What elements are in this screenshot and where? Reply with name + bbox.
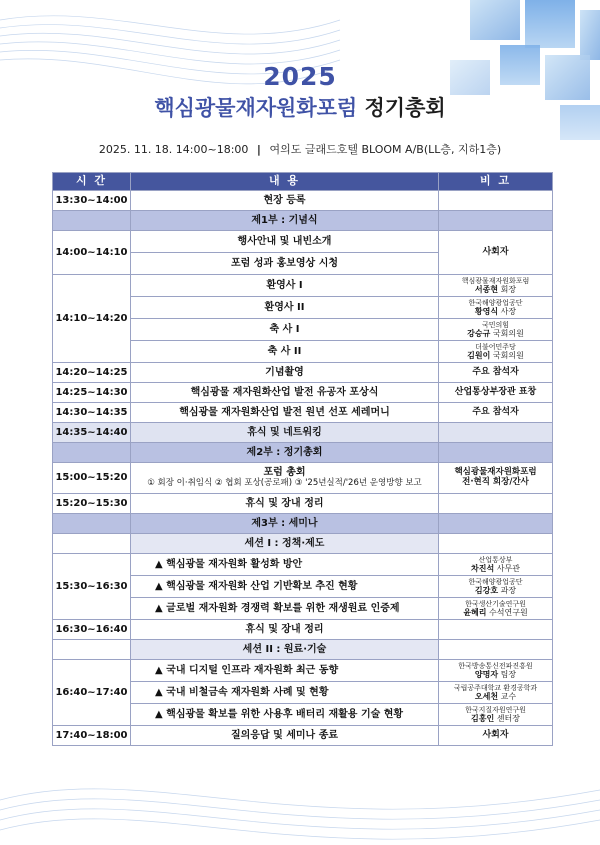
note-org: 한국지질자원연구원 [465,705,526,714]
note-org: 한국해양광업공단 [468,577,523,586]
row-time: 14:00~14:10 [53,231,131,275]
row-content: 포럼 성과 홍보영상 시청 [131,253,439,275]
row-note [439,443,553,463]
person-name: 김홍인 [471,713,495,723]
part-row [53,443,553,463]
row-content: 휴식 및 장내 정리 [131,494,439,514]
row-note [439,319,553,341]
note-person [441,714,550,723]
row-time: 14:10~14:20 [53,275,131,363]
person-role: 사장 [498,306,517,316]
row-note [439,423,553,443]
row-note [439,576,553,598]
row-note: 사회자 [439,231,553,275]
session-row [53,640,553,660]
table-row [53,660,553,682]
person-name: 김원이 [467,350,491,360]
row-time [53,640,131,660]
row-content: 핵심광물 재자원화산업 발전 원년 선포 세레머니 [131,403,439,423]
row-content: 환영사 II [131,297,439,319]
row-note: 산업통상부장관 표창 [439,383,553,403]
person-name: 오세천 [474,691,499,701]
row-content: ▲ 핵심광물 재자원화 산업 기반확보 추진 현황 [131,576,439,598]
person-name: 강승규 [467,328,491,338]
row-note [439,297,553,319]
table-row [53,383,553,403]
row-content: 행사안내 및 내빈소개 [131,231,439,253]
note-person [441,692,550,701]
event-year: 2025 [263,62,337,91]
person-role: 센터장 [494,713,520,723]
row-time: 16:30~16:40 [53,620,131,640]
note-org: 한국방송통신전파진흥원 [458,661,533,670]
row-note [439,341,553,363]
table-row [53,423,553,443]
note-org: 한국해양광업공단 [468,298,523,307]
row-time [53,534,131,554]
row-content-sub: ① 회장 이·취임식 ② 협회 포상(공로패) ③ '25년실적/'26년 운영방향 보고 [147,477,422,488]
row-note [439,704,553,726]
title-rest: 정기총회 [357,96,446,120]
event-info [0,141,600,157]
table-row [53,554,553,576]
person-name: 황영식 [474,306,499,316]
row-note [439,191,553,211]
row-note [439,554,553,576]
row-note [439,211,553,231]
note-person [441,285,550,294]
table-row [53,494,553,514]
table-row [53,463,553,494]
row-content: 축 사 II [131,341,439,363]
row-content: 기념촬영 [131,363,439,383]
table-row [53,231,553,253]
person-role: 수석연구원 [486,607,528,617]
row-note [439,463,553,494]
note-person [441,670,550,679]
person-name: 차진석 [471,563,495,573]
person-role: 국회의원 [490,350,524,360]
row-note: 주요 참석자 [439,363,553,383]
note-person [441,608,550,617]
header-note: 비 고 [439,173,553,191]
person-role: 국회의원 [490,328,524,338]
note-person [441,307,550,316]
note-org: 국립공주대학교 환경공학과 [453,683,538,692]
row-note [439,620,553,640]
session-row [53,534,553,554]
person-name: 양명자 [474,669,499,679]
row-note [439,682,553,704]
row-note: 주요 참석자 [439,403,553,423]
part-row [53,211,553,231]
note-person [441,329,550,338]
schedule-table [52,172,553,746]
part-title: 제2부 : 정기총회 [131,443,439,463]
note-person [441,586,550,595]
person-role: 교수 [498,691,517,701]
note-org: 핵심광물재자원화포럼 [461,276,530,285]
row-note [439,640,553,660]
row-note: 사회자 [439,726,553,746]
note-org: 국민의힘 [481,320,510,329]
note-line-2: 전·현직 회장/간사 [462,477,529,487]
row-content: 휴식 및 장내 정리 [131,620,439,640]
row-content: ▲ 핵심광물 확보를 위한 사용후 배터리 재활용 기술 현황 [131,704,439,726]
row-time [53,514,131,534]
table-row [53,726,553,746]
event-title [0,92,600,122]
table-header-row [53,173,553,191]
info-separator: | [256,143,261,156]
row-content: ▲ 국내 디지털 인프라 재자원화 최근 동향 [131,660,439,682]
person-role: 과장 [498,585,517,595]
person-name: 김강호 [474,585,499,595]
part-title: 제3부 : 세미나 [131,514,439,534]
note-person [441,351,550,360]
row-content: 핵심광물 재자원화산업 발전 유공자 포상식 [131,383,439,403]
row-content: ▲ 국내 비철금속 재자원화 사례 및 현황 [131,682,439,704]
note-org: 한국생산기술연구원 [465,599,526,608]
part-row [53,514,553,534]
row-content: 휴식 및 네트워킹 [131,423,439,443]
person-name: 서종현 [474,284,499,294]
row-note [439,660,553,682]
note-org: 더불어민주당 [475,342,516,351]
row-content: 환영사 I [131,275,439,297]
table-row [53,403,553,423]
title-accent: 핵심광물재자원화포럼 [154,96,358,120]
person-role: 팀장 [498,669,517,679]
session-title: 세션 I : 정책·제도 [131,534,439,554]
person-role: 사무관 [494,563,520,573]
row-time: 15:00~15:20 [53,463,131,494]
row-note [439,275,553,297]
row-time: 17:40~18:00 [53,726,131,746]
row-note [439,598,553,620]
row-content: 현장 등록 [131,191,439,211]
table-row [53,363,553,383]
row-content-main: 포럼 총회 [263,467,306,479]
row-content [131,463,439,494]
row-time [53,443,131,463]
person-role: 회장 [498,284,517,294]
row-content: 축 사 I [131,319,439,341]
row-note [439,494,553,514]
row-time: 14:25~14:30 [53,383,131,403]
row-time: 15:30~16:30 [53,554,131,620]
venue: 여의도 글래드호텔 BLOOM A/B(LL층, 지하1층) [269,143,502,156]
row-time: 14:35~14:40 [53,423,131,443]
part-title: 제1부 : 기념식 [131,211,439,231]
row-content: 질의응답 및 세미나 종료 [131,726,439,746]
note-org: 산업통상부 [478,555,513,564]
note-person [441,564,550,573]
date-time: 2025. 11. 18. 14:00~18:00 [98,143,249,156]
row-time: 15:20~15:30 [53,494,131,514]
table-row [53,191,553,211]
row-time: 14:20~14:25 [53,363,131,383]
session-title: 세션 II : 원료·기술 [131,640,439,660]
row-content: ▲ 글로벌 재자원화 경쟁력 확보를 위한 재생원료 인증제 [131,598,439,620]
header-time: 시 간 [53,173,131,191]
person-name: 윤혜리 [463,607,487,617]
row-content: ▲ 핵심광물 재자원화 활성화 방안 [131,554,439,576]
row-note [439,514,553,534]
table-row [53,275,553,297]
header-content: 내 용 [131,173,439,191]
note-line-1: 핵심광물재자원화포럼 [454,467,537,478]
row-time: 13:30~14:00 [53,191,131,211]
row-note [439,534,553,554]
row-time [53,211,131,231]
row-time: 16:40~17:40 [53,660,131,726]
table-row [53,620,553,640]
row-time: 14:30~14:35 [53,403,131,423]
